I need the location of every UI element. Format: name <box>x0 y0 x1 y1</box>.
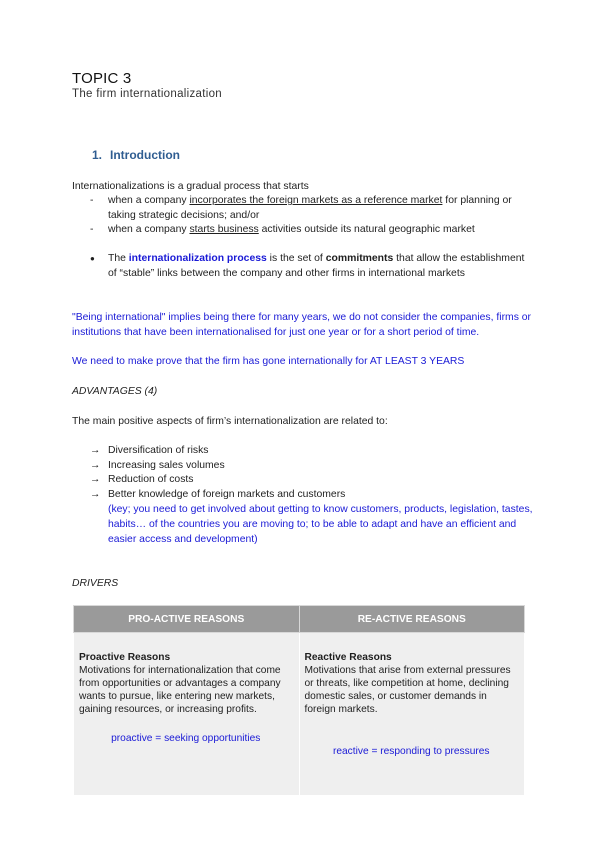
arrow-icon: → <box>90 489 101 500</box>
drivers-table <box>73 605 525 796</box>
definition-post: that allow the establishment of “stable” links between the company and other firms in international markets <box>108 253 525 279</box>
arrow-icon: → <box>90 474 101 485</box>
column-header-reactive: RE-ACTIVE REASONS <box>299 606 525 633</box>
reactive-body: Motivations that arise from external pressures or threats, like competition at home, declining domestic sales, or customer demands in foreign markets. <box>304 665 511 715</box>
advantage-text: Better knowledge of foreign markets and customers <box>108 489 346 500</box>
intro-item-1-text <box>108 193 528 223</box>
advantage-text: Diversification of risks <box>108 445 209 456</box>
reactive-title: Reactive Reasons <box>304 652 392 663</box>
intro-item-2-pre: when a company <box>108 224 190 235</box>
section-heading <box>92 148 180 162</box>
advantages-lead: The main positive aspects of firm’s internationalization are related to: <box>72 416 388 427</box>
intro-item-2-post: activities outside its natural geographic market <box>258 224 475 235</box>
intro-item-1-underlined: incorporates the foreign markets as a reference market <box>189 195 443 206</box>
intro-item-2-underlined: starts business <box>189 224 259 235</box>
definition-pre: The <box>108 253 129 264</box>
dash-marker: - <box>90 224 94 235</box>
reactive-cell <box>299 633 525 796</box>
proactive-note: proactive = seeking opportunities <box>111 733 261 744</box>
bullet-icon: ● <box>90 254 95 263</box>
definition-text <box>108 251 528 281</box>
section-number: 1. <box>92 148 103 162</box>
advantage-text: Reduction of costs <box>108 474 194 485</box>
page-title: TOPIC 3 <box>72 70 132 87</box>
note-line-1: "Being international" implies being there for many years, we do not consider the companies, firms or institutions that have been internationalised for just one year or for a short period of time. <box>72 312 532 338</box>
page-subtitle: The firm internationalization <box>72 88 222 100</box>
note-line-2: We need to make prove that the firm has gone internationally for AT LEAST 3 YEARS <box>72 356 465 367</box>
proactive-cell <box>74 633 300 796</box>
section-heading-text: Introduction <box>110 148 180 162</box>
definition-term: internationalization process <box>128 253 267 264</box>
intro-item-1-post: for planning or taking strategic decisions; and/or <box>108 195 512 221</box>
intro-lead: Internationalizations is a gradual process that starts <box>72 181 309 192</box>
column-header-proactive: PRO-ACTIVE REASONS <box>74 606 300 633</box>
drivers-heading: DRIVERS <box>72 578 119 589</box>
intro-item-1-pre: when a company <box>108 195 190 206</box>
proactive-title: Proactive Reasons <box>79 652 171 663</box>
advantage-text: Increasing sales volumes <box>108 460 225 471</box>
intro-item-2-text <box>108 222 528 237</box>
table-row <box>74 633 525 796</box>
definition-bold: commitments <box>325 253 394 264</box>
proactive-body: Motivations for internationalization that come from opportunities or advantages a company wants to pursue, like entering new markets, gaining resources, or increasing profits. <box>79 665 281 715</box>
reactive-note: reactive = responding to pressures <box>332 746 490 757</box>
arrow-icon: → <box>90 445 101 456</box>
table-header-row <box>74 606 525 633</box>
dash-marker: - <box>90 195 94 206</box>
advantages-heading: ADVANTAGES (4) <box>72 386 158 397</box>
definition-mid: is the set of <box>266 253 326 264</box>
advantage-note: (key; you need to get involved about getting to know customers, products, legislation, tastes, habits… of the countries you are moving to; to be able to adapt and have an efficient and easier access and development) <box>108 504 533 545</box>
arrow-icon: → <box>90 460 101 471</box>
